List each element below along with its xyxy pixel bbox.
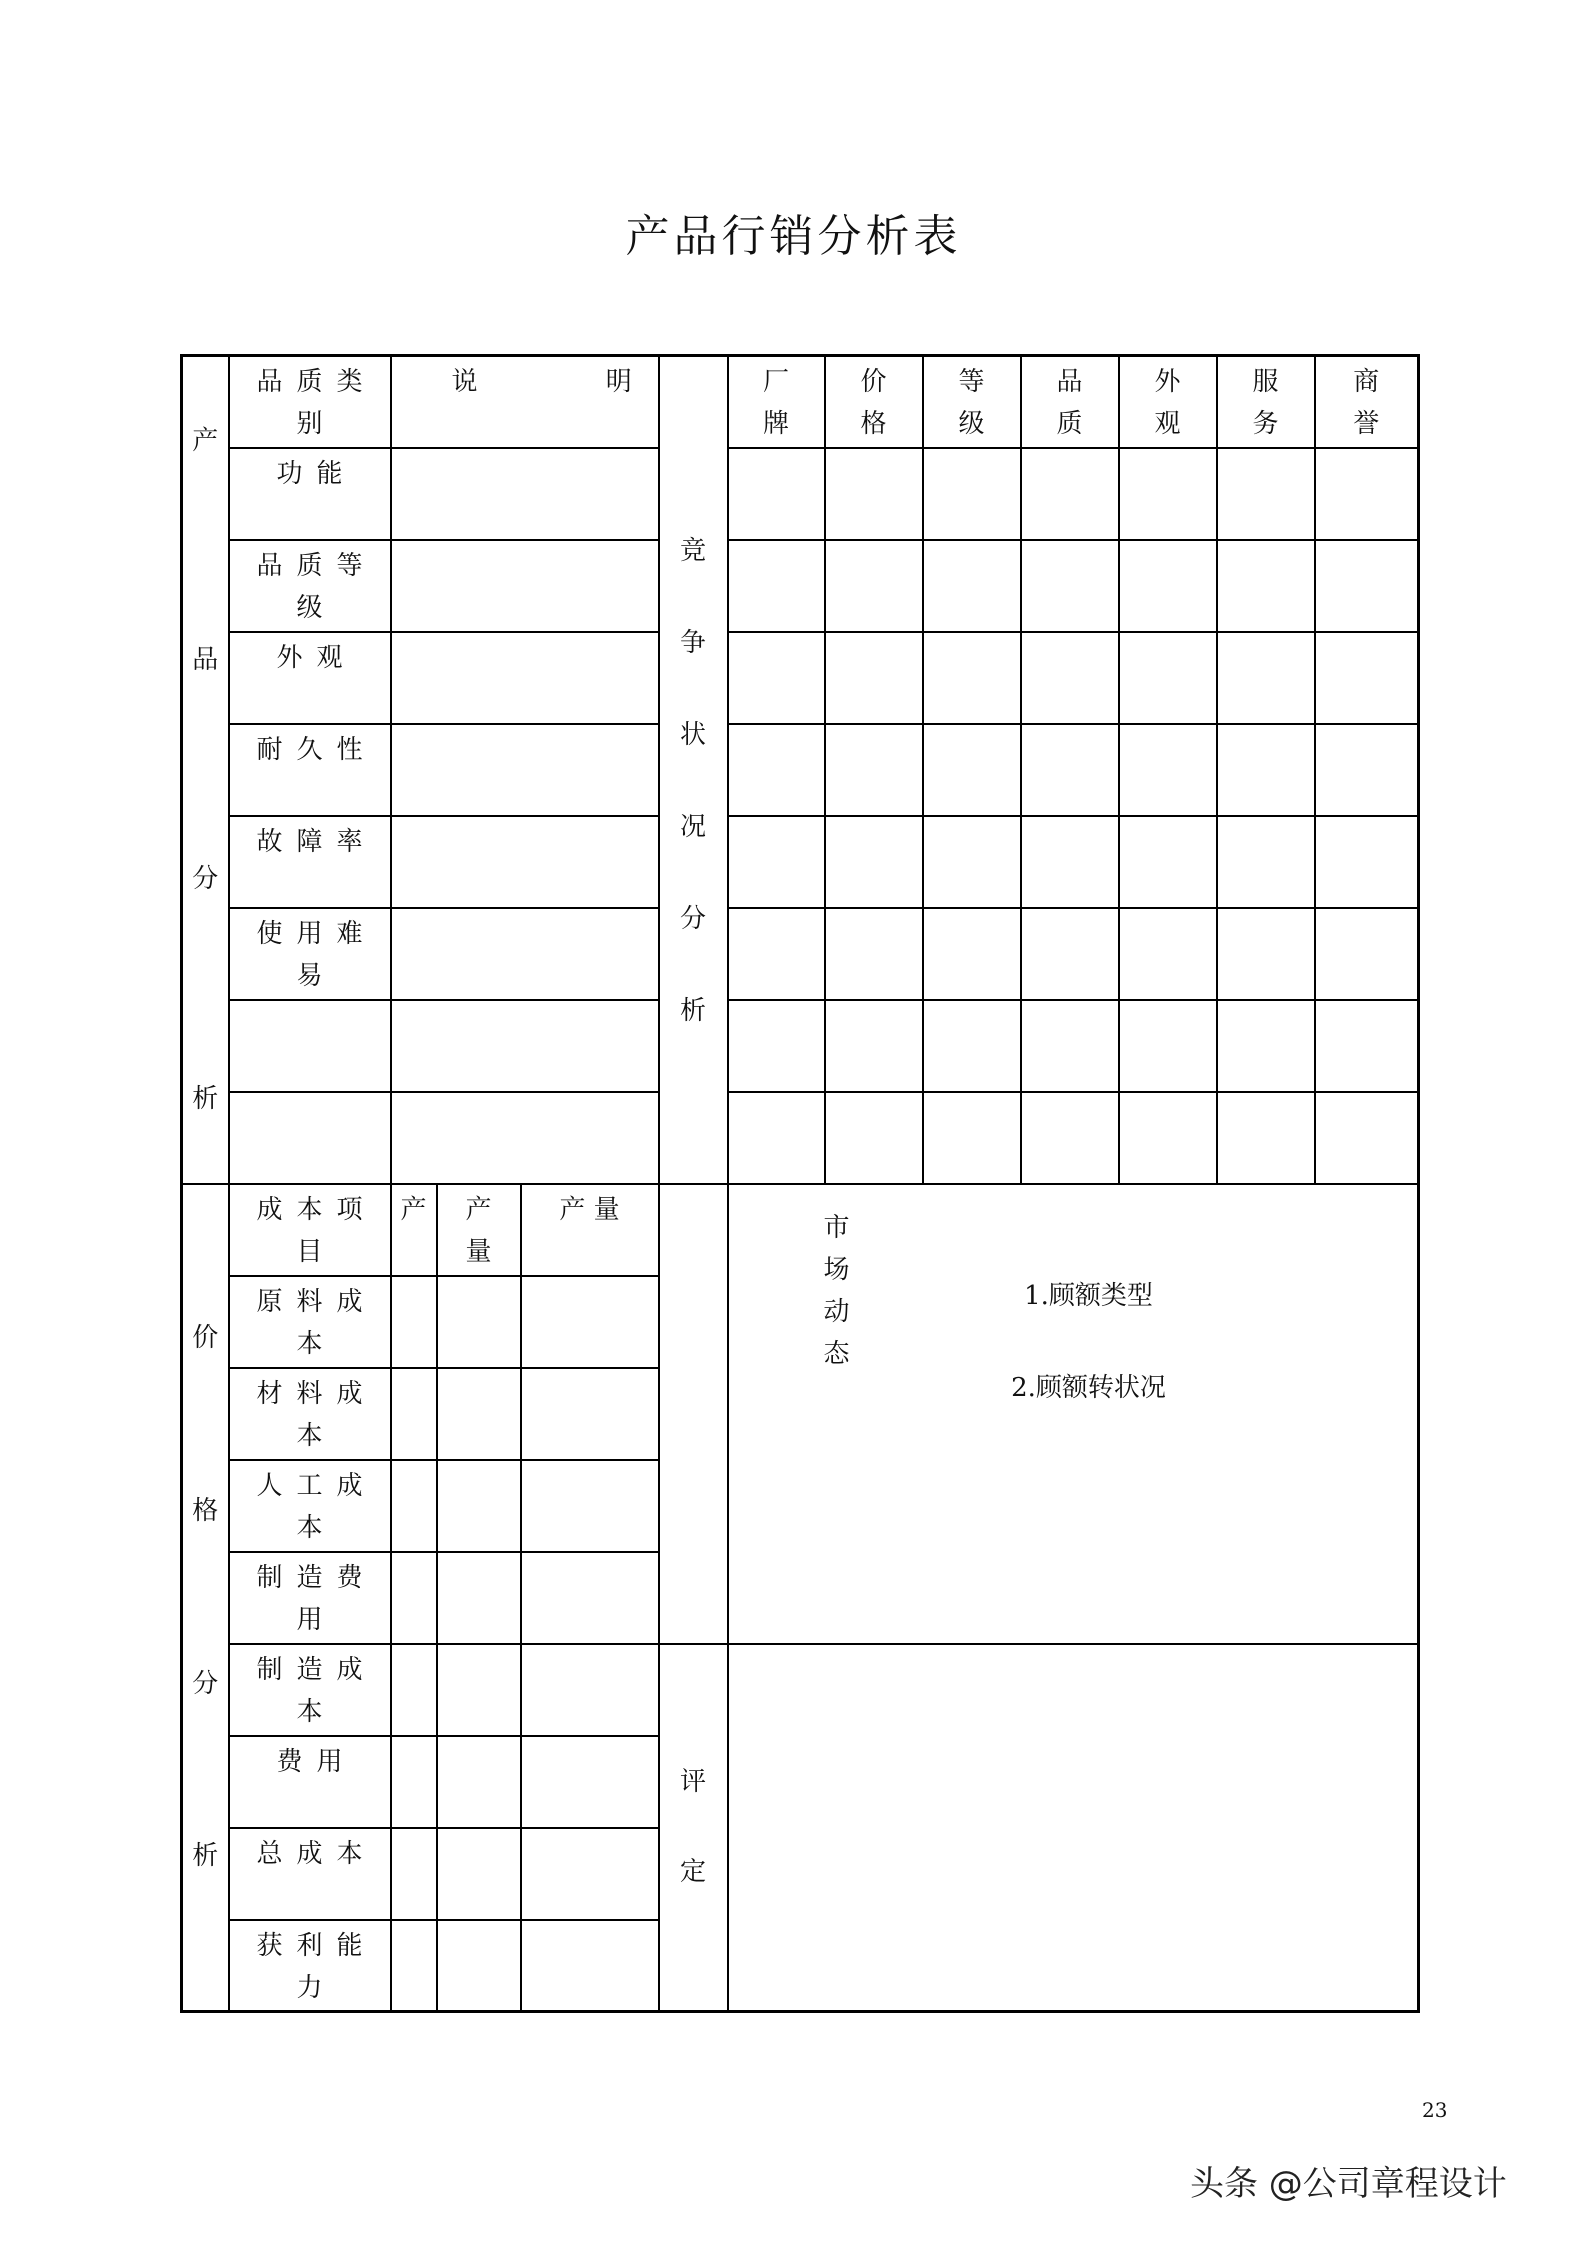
header-service: 服 务 (1217, 356, 1315, 448)
comp-cell[interactable] (825, 908, 923, 1000)
comp-cell[interactable] (1119, 448, 1217, 540)
comp-cell[interactable] (1119, 908, 1217, 1000)
market-label-cell (659, 1184, 728, 1644)
price-section-label: 价 格 分 析 (182, 1184, 229, 2012)
comp-cell[interactable] (1021, 1000, 1119, 1092)
cost-cell[interactable] (391, 1644, 437, 1736)
comp-cell[interactable] (1217, 632, 1315, 724)
comp-cell[interactable] (1021, 724, 1119, 816)
comp-cell[interactable] (825, 724, 923, 816)
comp-cell[interactable] (1315, 632, 1419, 724)
product-row-desc[interactable] (391, 724, 659, 816)
comp-cell[interactable] (728, 724, 825, 816)
comp-cell[interactable] (1315, 448, 1419, 540)
page-title: 产品行销分析表 (625, 211, 962, 262)
product-row-desc[interactable] (391, 908, 659, 1000)
comp-cell[interactable] (1217, 1000, 1315, 1092)
comp-cell[interactable] (923, 1092, 1021, 1184)
watermark: 头条 @公司章程设计 (1190, 2164, 1507, 2204)
cost-cell[interactable] (391, 1920, 437, 2012)
market-dynamics (728, 1184, 1419, 1644)
cost-row-label: 材料成本 (229, 1368, 391, 1460)
product-row-label: 品质等级 (229, 540, 391, 632)
cost-cell[interactable] (521, 1920, 659, 2012)
comp-cell[interactable] (1217, 448, 1315, 540)
comp-cell[interactable] (825, 540, 923, 632)
comp-cell[interactable] (728, 448, 825, 540)
cost-row-label: 总成本 (229, 1828, 391, 1920)
comp-cell[interactable] (728, 816, 825, 908)
header-brand: 厂 牌 (728, 356, 825, 448)
comp-cell[interactable] (728, 540, 825, 632)
cost-cell[interactable] (437, 1736, 521, 1828)
comp-cell[interactable] (923, 908, 1021, 1000)
comp-cell[interactable] (825, 816, 923, 908)
comp-cell[interactable] (1119, 540, 1217, 632)
cost-row-label: 人工成本 (229, 1460, 391, 1552)
comp-cell[interactable] (1119, 1000, 1217, 1092)
comp-cell[interactable] (1119, 816, 1217, 908)
market-item: 1.顾额类型 (1024, 1280, 1153, 1311)
header-quality: 品 质 (1021, 356, 1119, 448)
comp-cell[interactable] (1315, 1000, 1419, 1092)
product-row-label: 耐久性 (229, 724, 391, 816)
product-row-label: 外观 (229, 632, 391, 724)
cost-cell[interactable] (391, 1460, 437, 1552)
comp-cell[interactable] (923, 448, 1021, 540)
product-row-desc[interactable] (391, 816, 659, 908)
marketing-analysis-table (180, 354, 1420, 2013)
header-col-c: 产 量 (521, 1184, 659, 1276)
cost-cell[interactable] (391, 1736, 437, 1828)
evaluation-label: 评 定 (659, 1644, 728, 2012)
comp-cell[interactable] (1315, 540, 1419, 632)
comp-cell[interactable] (923, 724, 1021, 816)
comp-cell[interactable] (1315, 1092, 1419, 1184)
cost-row-label: 原料成本 (229, 1276, 391, 1368)
comp-cell[interactable] (1021, 908, 1119, 1000)
comp-cell[interactable] (923, 632, 1021, 724)
cost-cell[interactable] (391, 1552, 437, 1644)
comp-cell[interactable] (1315, 724, 1419, 816)
comp-cell[interactable] (1021, 1092, 1119, 1184)
header-appearance: 外 观 (1119, 356, 1217, 448)
comp-cell[interactable] (1217, 724, 1315, 816)
cost-cell[interactable] (391, 1828, 437, 1920)
cost-cell[interactable] (437, 1460, 521, 1552)
page-number: 23 (1422, 2098, 1448, 2122)
comp-cell[interactable] (1119, 1092, 1217, 1184)
cost-cell[interactable] (391, 1276, 437, 1368)
product-row-desc[interactable] (391, 1000, 659, 1092)
cost-cell[interactable] (391, 1368, 437, 1460)
comp-cell[interactable] (1021, 816, 1119, 908)
comp-cell[interactable] (1119, 632, 1217, 724)
product-row-label: 功能 (229, 448, 391, 540)
comp-cell[interactable] (1217, 1092, 1315, 1184)
cost-cell[interactable] (521, 1736, 659, 1828)
cost-row-label: 费用 (229, 1736, 391, 1828)
cost-row-label: 制造费用 (229, 1552, 391, 1644)
comp-cell[interactable] (728, 1092, 825, 1184)
comp-cell[interactable] (1315, 816, 1419, 908)
comp-cell[interactable] (1217, 816, 1315, 908)
cost-row-label: 制造成本 (229, 1644, 391, 1736)
comp-cell[interactable] (1021, 540, 1119, 632)
product-row-desc[interactable] (391, 540, 659, 632)
product-row-label: 使用难易 (229, 908, 391, 1000)
cost-cell[interactable] (521, 1276, 659, 1368)
cost-cell[interactable] (437, 1920, 521, 2012)
comp-cell[interactable] (728, 632, 825, 724)
comp-cell[interactable] (923, 1000, 1021, 1092)
header-reputation: 商 誉 (1315, 356, 1419, 448)
comp-cell[interactable] (728, 1000, 825, 1092)
market-items (959, 1275, 1219, 1459)
header-col-b: 产量 (437, 1184, 521, 1276)
cost-row-label: 获利能力 (229, 1920, 391, 2012)
comp-cell[interactable] (1021, 448, 1119, 540)
comp-cell[interactable] (1119, 724, 1217, 816)
cost-cell[interactable] (437, 1276, 521, 1368)
cost-cell[interactable] (437, 1644, 521, 1736)
product-row-label (229, 1000, 391, 1092)
cost-cell[interactable] (521, 1828, 659, 1920)
product-row-label (229, 1092, 391, 1184)
cost-cell[interactable] (521, 1460, 659, 1552)
market-label: 市 场 动 态 (823, 1212, 850, 1369)
comp-cell[interactable] (728, 908, 825, 1000)
product-row-desc[interactable] (391, 1092, 659, 1184)
product-section-label: 产 品 分 析 (182, 356, 229, 1184)
comp-cell[interactable] (825, 448, 923, 540)
cost-cell[interactable] (521, 1644, 659, 1736)
market-item: 2.顾额转状况 (1011, 1372, 1166, 1403)
cost-cell[interactable] (521, 1552, 659, 1644)
cost-cell[interactable] (521, 1368, 659, 1460)
comp-cell[interactable] (825, 1000, 923, 1092)
header-grade: 等 级 (923, 356, 1021, 448)
comp-cell[interactable] (1021, 632, 1119, 724)
header-col-a: 产 (391, 1184, 437, 1276)
comp-cell[interactable] (923, 540, 1021, 632)
comp-cell[interactable] (1217, 540, 1315, 632)
header-cost-item: 成本项目 (229, 1184, 391, 1276)
comp-cell[interactable] (923, 816, 1021, 908)
evaluation-area[interactable] (728, 1644, 1419, 2012)
comp-cell[interactable] (825, 632, 923, 724)
cost-cell[interactable] (437, 1552, 521, 1644)
comp-cell[interactable] (825, 1092, 923, 1184)
header-quality-category: 品质类别 (229, 356, 391, 448)
cost-cell[interactable] (437, 1828, 521, 1920)
product-row-desc[interactable] (391, 632, 659, 724)
product-row-desc[interactable] (391, 448, 659, 540)
product-row-label: 故障率 (229, 816, 391, 908)
header-description: 说 明 (391, 356, 659, 448)
cost-cell[interactable] (437, 1368, 521, 1460)
comp-cell[interactable] (1315, 908, 1419, 1000)
header-price: 价 格 (825, 356, 923, 448)
comp-cell[interactable] (1217, 908, 1315, 1000)
competition-label: 竞 争 状 况 分 析 (659, 356, 728, 1184)
